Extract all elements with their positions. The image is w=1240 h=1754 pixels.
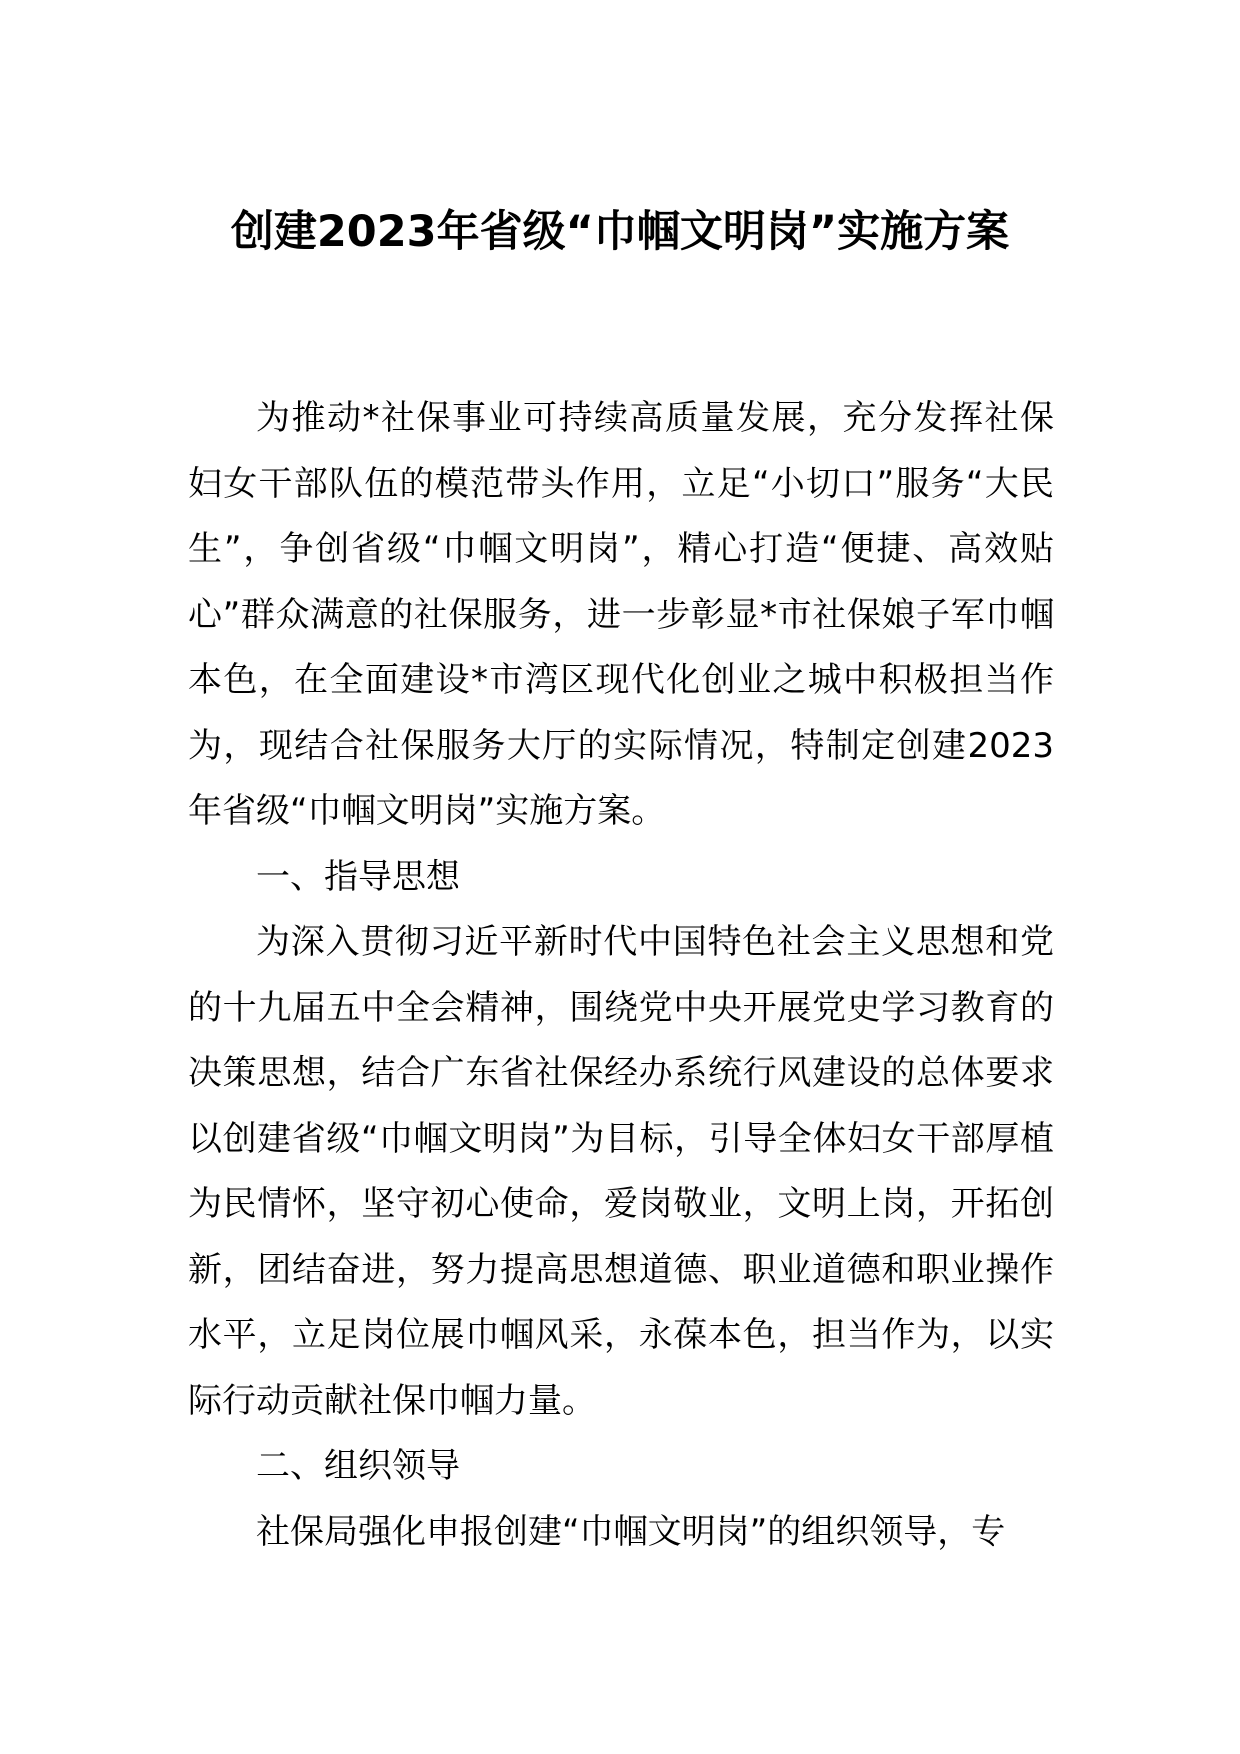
section-heading-guiding-ideology: 一、指导思想 [256,856,460,897]
document-body [188,386,1054,1565]
intro-paragraph: 为推动*社保事业可持续高质量发展，充分发挥社保妇女干部队伍的模范带头作用，立足“小切口”服务“大民生”，争创省级“巾帼文明岗”，精心打造“便捷、高效贴心”群众满意的社保服务，进一步彰显*市社保娘子军巾帼本色，在全面建设*市湾区现代化创业之城中积极担当作为，现结合社保服务大厅的实际情况，特制定创建2023年省级“巾帼文明岗”实施方案。 [188,398,1054,831]
organization-paragraph: 社保局强化申报创建“巾帼文明岗”的组织领导，专 [256,1511,1006,1552]
guiding-ideology-paragraph: 为深入贯彻习近平新时代中国特色社会主义思想和党的十九届五中全会精神，围绕党中央开展党史学习教育的决策思想，结合广东省社保经办系统行风建设的总体要求以创建省级“巾帼文明岗”为目标，引导全体妇女干部厚植为民情怀，坚守初心使命，爱岗敬业，文明上岗，开拓创新，团结奋进，努力提高思想道德、职业道德和职业操作水平，立足岗位展巾帼风采，永葆本色，担当作为，以实际行动贡献社保巾帼力量。 [188,922,1054,1421]
document-title: 创建2023年省级“巾帼文明岗”实施方案 [230,207,1010,257]
section-heading-organization: 二、组织领导 [256,1446,460,1486]
